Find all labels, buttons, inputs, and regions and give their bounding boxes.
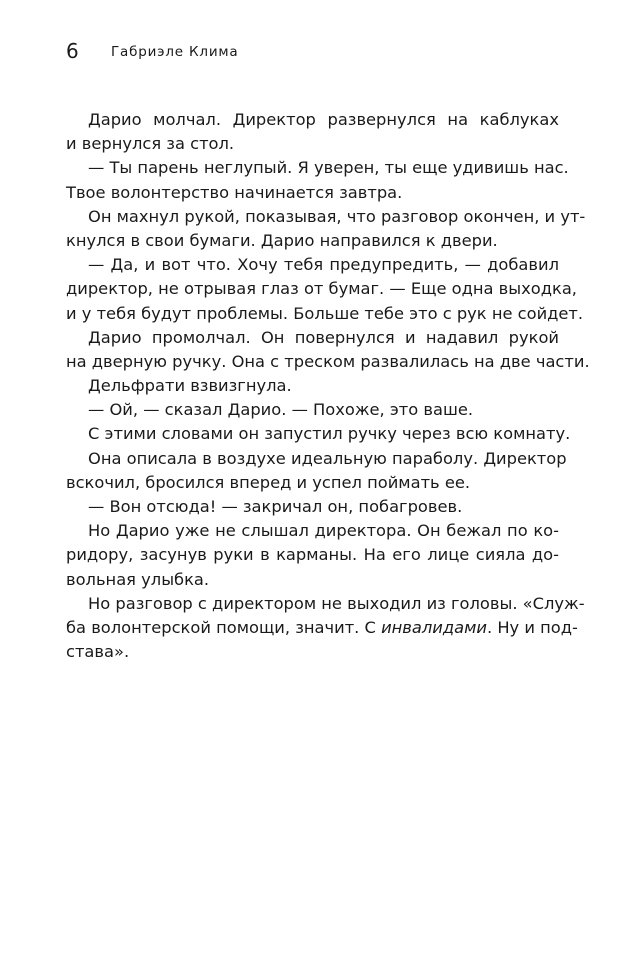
text-line: — Да, и вот что. Хочу тебя предупредить, — добавил [88, 255, 559, 275]
text-line: ридору, засунув руки в карманы. На его лице сияла до- [66, 545, 559, 565]
text-line: — Вон отсюда! — закричал он, побагровев. [88, 497, 463, 516]
text-line: кнулся в свои бумаги. Дарио направился к двери. [66, 230, 498, 250]
text-line: става». [66, 642, 130, 662]
page-header [66, 38, 586, 66]
text-line: Но Дарио уже не слышал директора. Он бежал по ко- [88, 521, 559, 541]
text-line: Дарио молчал. Директор развернулся на каблуках [88, 110, 559, 129]
italic-emphasis: инвалидами [381, 617, 487, 637]
page-number: 6 [66, 39, 79, 63]
text-line: С этими словами он запустил ручку через всю комнату. [88, 424, 571, 444]
text-line: Дарио промолчал. Он повернулся и надавил рукой [88, 327, 559, 347]
running-head-author: Габриэле Клима [111, 44, 239, 60]
body-text [66, 108, 590, 664]
text-line: вольная улыбка. [66, 569, 210, 589]
text-line: Но разговор с директором не выходил из головы. «Служ- [88, 593, 585, 613]
text-line: директор, не отрывая глаз от бумаг. — Еще одна выходка, [66, 279, 577, 299]
text-line: — Ой, — сказал Дарио. — Похоже, это ваше. [88, 400, 474, 420]
text-line: ба волонтерской помощи, значит. С инвалидами. Ну и под- [66, 617, 578, 637]
text-line: — Ты парень неглупый. Я уверен, ты еще удивишь нас. [88, 158, 569, 178]
text-line: и вернулся за стол. [66, 134, 235, 154]
text-line: и у тебя будут проблемы. Больше тебе это с рук не сойдет. [66, 303, 584, 323]
text-line: Он махнул рукой, показывая, что разговор окончен, и ут- [88, 206, 586, 226]
text-line: Она описала в воздухе идеальную параболу. Директор [88, 448, 567, 468]
text-line: Твое волонтерство начинается завтра. [66, 182, 403, 202]
text-line: вскочил, бросился вперед и успел поймать ее. [66, 472, 471, 492]
text-line: на дверную ручку. Она с треском развалилась на две части. [66, 351, 590, 371]
text-line: Дельфрати взвизгнула. [88, 376, 292, 396]
